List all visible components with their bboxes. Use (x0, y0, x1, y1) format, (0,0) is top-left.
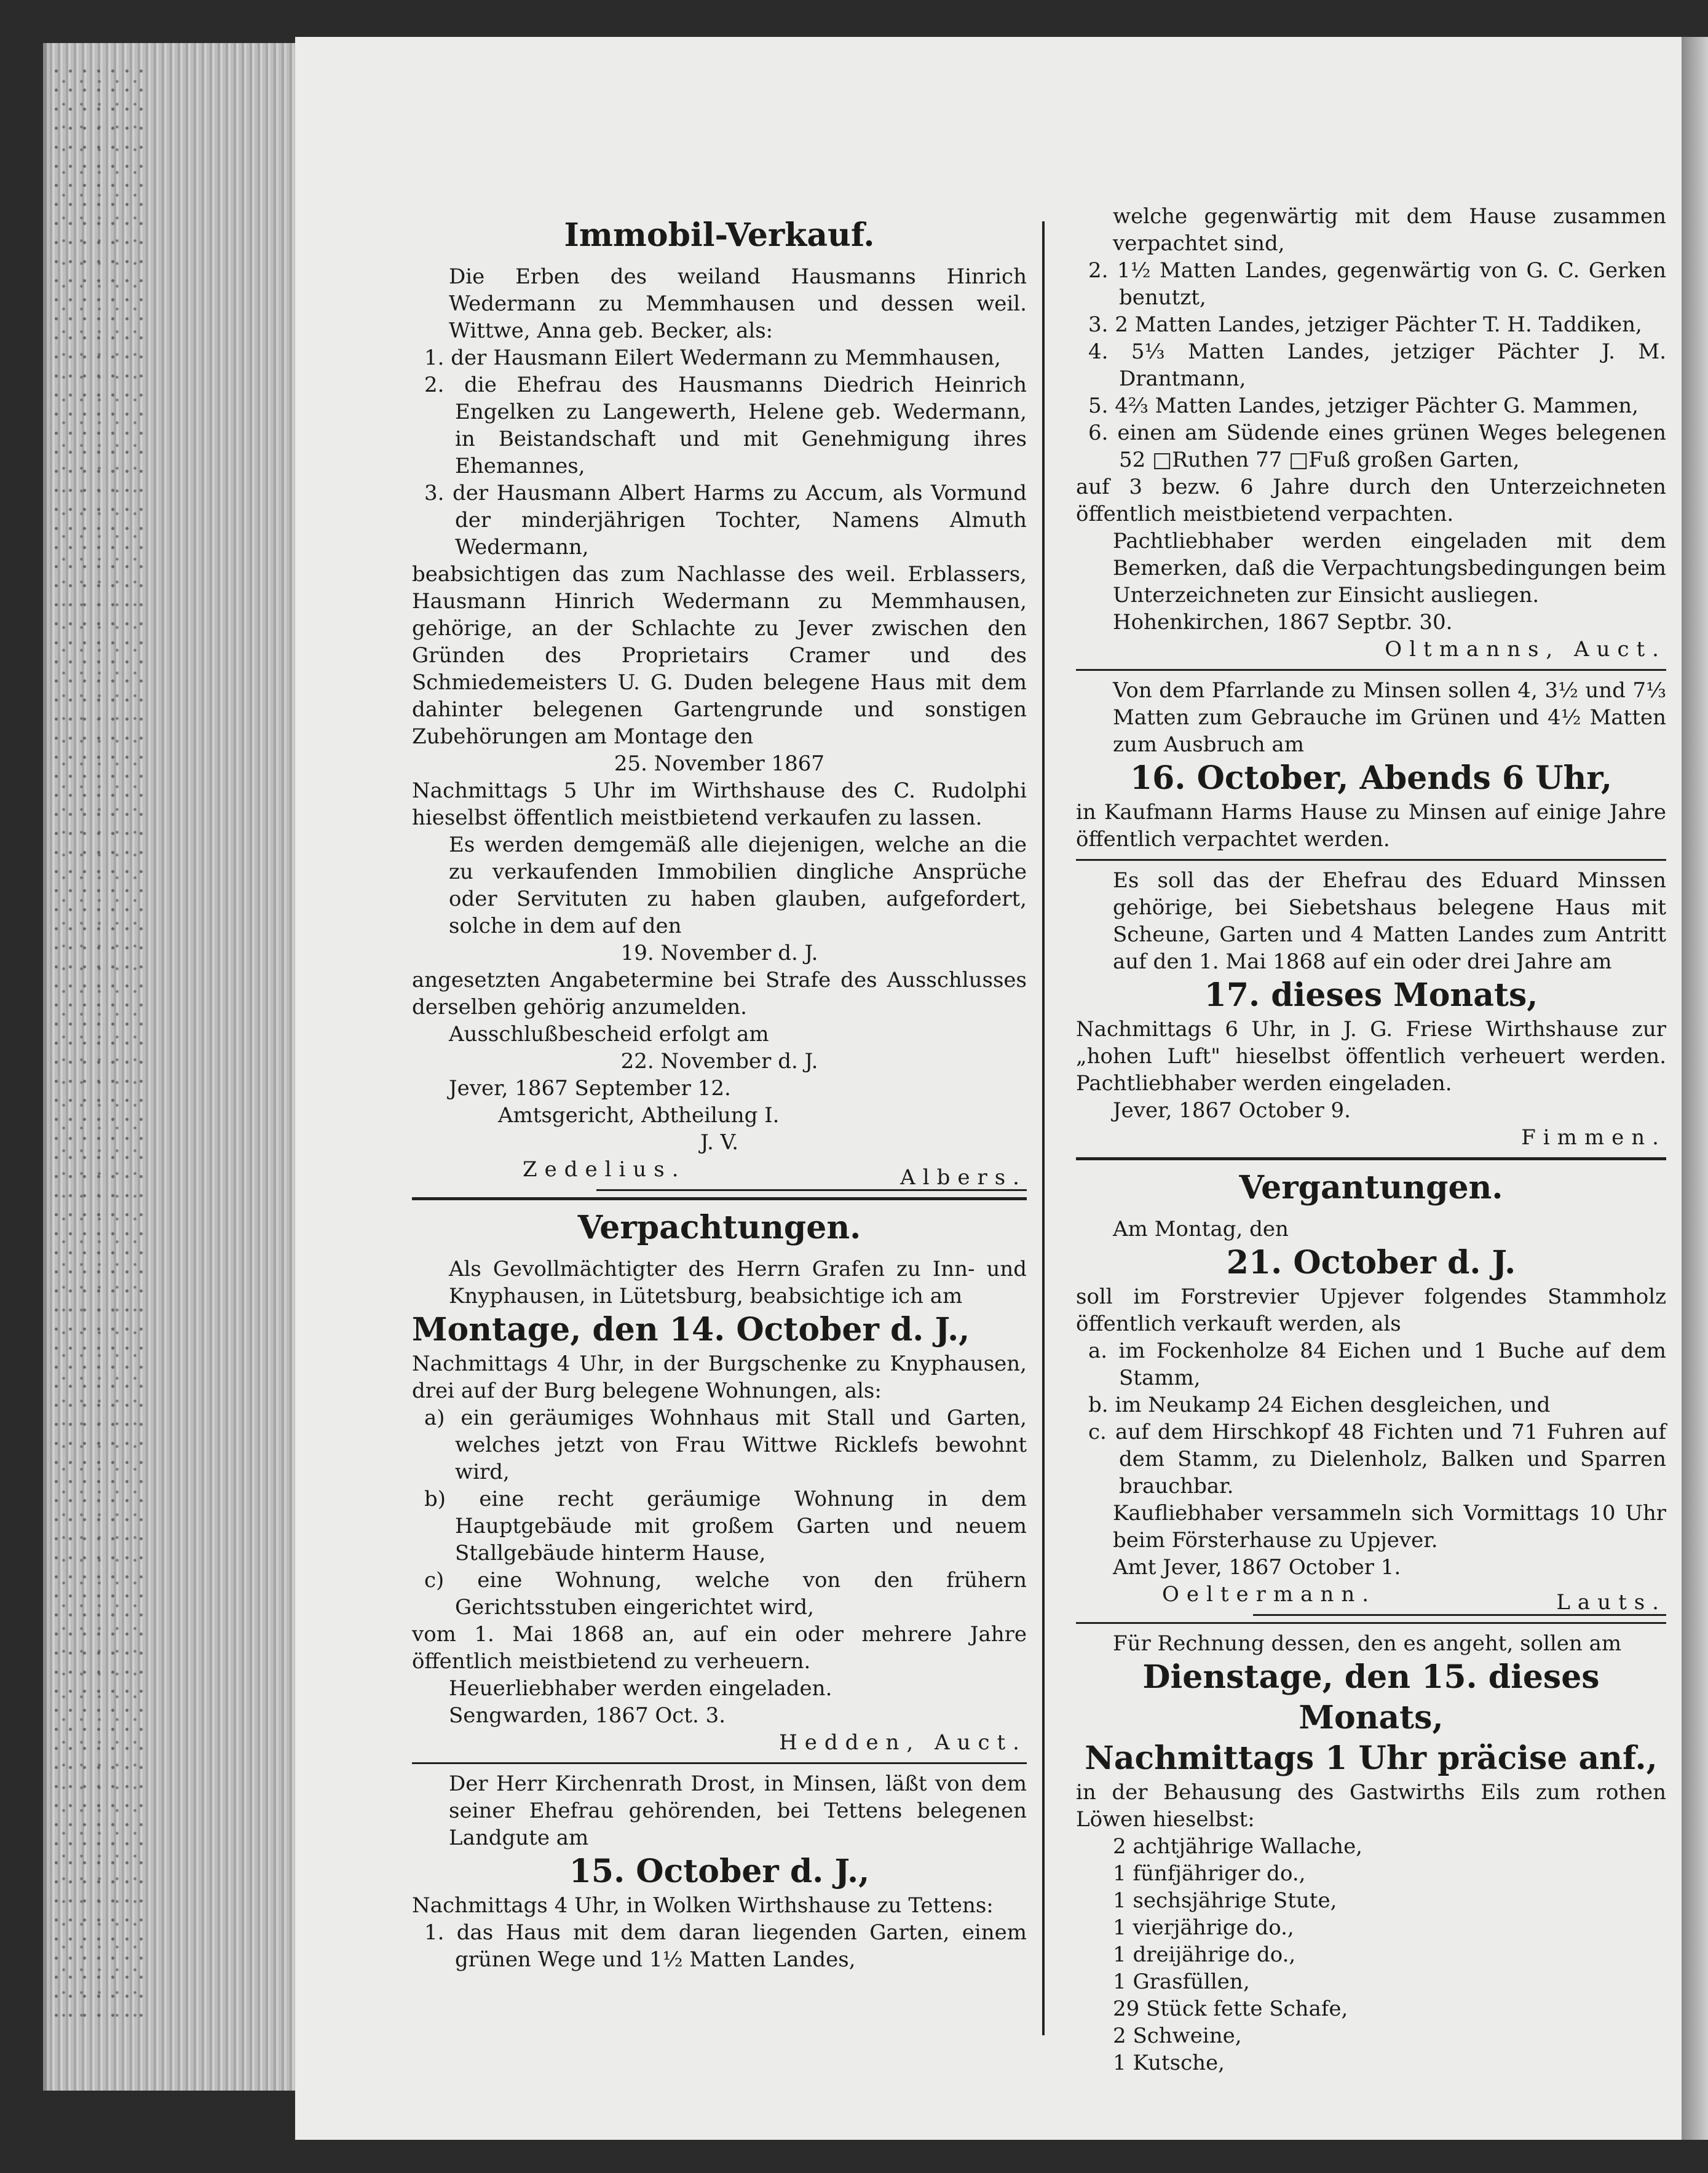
vergantungen-heading: Vergantungen. (1239, 1169, 1503, 1206)
pfarrland-intro: Von dem Pfarrlande zu Minsen sollen 4, 3½ und 7⅓ Matten zum Gebrauche im Grünen und 4½ Matten zum Ausbruch am (1113, 678, 1666, 757)
immobil-item: 3. der Hausmann Albert Harms zu Accum, als Vormund der minderjährigen Tochter, Namens Almuth Wedermann, (424, 481, 1027, 560)
vergantungen-item: b. im Neukamp 24 Eichen desgleichen, und (1088, 1393, 1551, 1417)
divider (1076, 669, 1666, 671)
minssen-intro: Es soll das der Ehefrau des Eduard Minssen gehörige, bei Siebetshaus belegene Haus mit Scheune, Garten und 4 Matten Landes zum Antritt auf den 1. Mai 1868 auf ein oder drei Jahre am (1113, 868, 1666, 974)
speckled-edge (49, 61, 148, 2029)
verpachtungen-date: Montage, den 14. October d. J., (412, 1311, 970, 1348)
drost-item: 4. 5⅓ Matten Landes, jetziger Pächter J. M. Drantmann, (1088, 339, 1666, 391)
immobil-heading: Immobil-Verkauf. (564, 216, 875, 254)
immobil-signature: Albers. (900, 1165, 1027, 1190)
divider (1076, 1157, 1666, 1160)
vergantungen-intro: Am Montag, den (1113, 1217, 1289, 1241)
vergantungen-item: a. im Fockenholze 84 Eichen und 1 Buche auf dem Stamm, (1088, 1339, 1666, 1390)
drost-item: 2. 1½ Matten Landes, gegenwärtig von G. C. Gerken benutzt, (1088, 258, 1666, 310)
immobil-body: Nachmittags 5 Uhr im Wirthshause des C. Rudolphi hieselbst öffentlich meistbietend verkaufen zu lassen. (412, 778, 1027, 830)
drost-item: 3. 2 Matten Landes, jetziger Pächter T. H. Taddiken, (1088, 312, 1642, 337)
minssen-signature: Fimmen. (1521, 1125, 1666, 1150)
immobil-body: angesetzten Angabetermine bei Strafe des Ausschlusses derselben gehörig anzumelden. (412, 968, 1027, 1019)
immobil-court: Amtsgericht, Abtheilung I. (498, 1103, 780, 1128)
immobil-date: 22. November d. J. (620, 1049, 818, 1074)
eils-item: 2 achtjährige Wallache, (1113, 1834, 1362, 1859)
verpachtungen-place-date: Sengwarden, 1867 Oct. 3. (449, 1703, 726, 1728)
vergantungen-item: c. auf dem Hirschkopf 48 Fichten und 71 Fuhren auf dem Stamm, zu Dielenholz, Balken und Sparren brauchbar. (1088, 1420, 1666, 1498)
eils-body: in der Behausung des Gastwirths Eils zum rothen Löwen hieselbst: (1076, 1780, 1666, 1832)
eils-item: 2 Schweine, (1113, 2024, 1242, 2048)
eils-item: 1 dreijährige do., (1113, 1942, 1296, 1967)
drost-item: 1. das Haus mit dem daran liegenden Garten, einem grünen Wege und 1½ Matten Landes, (424, 1920, 1027, 1972)
immobil-intro: Die Erben des weiland Hausmanns Hinrich Wedermann zu Memmhausen und dessen weil. Wittwe, Anna geb. Becker, als: (449, 264, 1027, 343)
divider (1076, 1622, 1666, 1624)
immobil-place-date: Jever, 1867 September 12. (449, 1076, 731, 1101)
divider (412, 1197, 1027, 1200)
immobil-iv: J. V. (700, 1130, 739, 1155)
vergantungen-body: soll im Forstrevier Upjever folgendes Stammholz öffentlich verkauft werden, als (1076, 1284, 1666, 1336)
immobil-body: beabsichtigen das zum Nachlasse des weil. Erblassers, Hausmann Hinrich Wedermann zu Memmhausen, gehörige, an der Schlachte zu Jever zwischen den Gründen des Proprietairs Cramer und des Schmiedemeisters U. G. Duden belegene Haus mit dem dahinter belegenen Gartengrunde und sonstigen Zubehörungen am Montage den (412, 562, 1027, 749)
newspaper-page (295, 37, 1682, 2140)
vergantungen-body: Kaufliebhaber versammeln sich Vormittags 10 Uhr beim Försterhause zu Upjever. (1113, 1501, 1666, 1553)
immobil-body: Es werden demgemäß alle diejenigen, welche an die zu verkaufenden Immobilien dingliche Ansprüche oder Servituten zu haben glauben, aufgefordert, solche in dem auf den (449, 833, 1027, 938)
drost-continuation: welche gegenwärtig mit dem Hause zusammen verpachtet sind, (1113, 204, 1666, 256)
eils-item: 29 Stück fette Schafe, (1113, 1997, 1348, 2021)
eils-item: 1 sechsjährige Stute, (1113, 1888, 1337, 1913)
column-divider (1042, 221, 1045, 2035)
verpachtungen-heading: Verpachtungen. (577, 1209, 861, 1246)
divider (412, 1762, 1027, 1764)
verpachtungen-body: vom 1. Mai 1868 an, auf ein oder mehrere Jahre öffentlich meistbietend zu verheuern. (412, 1622, 1027, 1674)
vergantungen-signature: Oeltermann. (1162, 1582, 1377, 1607)
verpachtungen-item: b) eine recht geräumige Wohnung in dem Hauptgebäude mit großem Garten und neuem Stallgebäude hinterm Hause, (424, 1487, 1027, 1565)
drost-body: Pachtliebhaber werden eingeladen mit dem Bemerken, daß die Verpachtungsbedingungen beim Unterzeichneten zur Einsicht ausliegen. (1113, 529, 1666, 608)
drost-place-date: Hohenkirchen, 1867 Septbr. 30. (1113, 610, 1453, 635)
drost-intro: Der Herr Kirchenrath Drost, in Minsen, läßt von dem seiner Ehefrau gehörenden, bei Tettens belegenen Landgute am (449, 1771, 1027, 1850)
immobil-item: 2. die Ehefrau des Hausmanns Diedrich Heinrich Engelken zu Langewerth, Helene geb. Wedermann, in Beistandschaft und mit Genehmigung ihres Ehemannes, (424, 373, 1027, 478)
eils-date: Dienstage, den 15. dieses Monats, (1142, 1658, 1600, 1736)
verpachtungen-item: c) eine Wohnung, welche von den frühern Gerichtsstuben eingerichtet wird, (424, 1568, 1027, 1620)
vergantungen-signature: Lauts. (1556, 1590, 1666, 1615)
verpachtungen-item: a) ein geräumiges Wohnhaus mit Stall und Garten, welches jetzt von Frau Wittwe Ricklefs bewohnt wird, (424, 1406, 1027, 1484)
eils-item: 1 Grasfüllen, (1113, 1969, 1250, 1994)
eils-item: 1 Kutsche, (1113, 2051, 1225, 2075)
eils-time: Nachmittags 1 Uhr präcise anf., (1085, 1740, 1658, 1777)
immobil-date: 19. November d. J. (620, 941, 818, 965)
drost-body: auf 3 bezw. 6 Jahre durch den Unterzeichneten öffentlich meistbietend verpachten. (1076, 475, 1666, 526)
immobil-date: 25. November 1867 (614, 751, 825, 776)
drost-date: 15. October d. J., (569, 1853, 870, 1890)
verpachtungen-body: Heuerliebhaber werden eingeladen. (449, 1676, 832, 1701)
immobil-item: 1. der Hausmann Eilert Wedermann zu Memmhausen, (424, 346, 1001, 370)
divider (1076, 859, 1666, 861)
verpachtungen-intro: Als Gevollmächtigter des Herrn Grafen zu Inn- und Knyphausen, in Lütetsburg, beabsichtige ich am (449, 1257, 1027, 1308)
left-column (412, 209, 1027, 1973)
vergantungen-date: 21. October d. J. (1226, 1244, 1516, 1281)
drost-signature: Oltmanns, Auct. (1385, 637, 1666, 662)
eils-item: 1 vierjährige do., (1113, 1915, 1294, 1940)
vergantungen-place-date: Amt Jever, 1867 October 1. (1113, 1555, 1401, 1580)
next-page-edge (1682, 37, 1708, 2140)
immobil-signature: Zedelius. (523, 1157, 686, 1182)
right-column (1076, 203, 1666, 2076)
eils-item: 1 fünfjähriger do., (1113, 1861, 1306, 1886)
minssen-place-date: Jever, 1867 October 9. (1113, 1098, 1351, 1123)
pfarrland-date: 16. October, Abends 6 Uhr, (1130, 759, 1612, 797)
verpachtungen-body: Nachmittags 4 Uhr, in der Burgschenke zu Knyphausen, drei auf der Burg belegene Wohnungen, als: (412, 1352, 1027, 1403)
minssen-date: 17. dieses Monats, (1204, 976, 1538, 1014)
minssen-body: Nachmittags 6 Uhr, in J. G. Friese Wirthshause zur „hohen Luft" hieselbst öffentlich verheuert werden. Pachtliebhaber werden eingeladen. (1076, 1017, 1666, 1096)
eils-intro: Für Rechnung dessen, den es angeht, sollen am (1113, 1631, 1622, 1656)
drost-item: 5. 4⅔ Matten Landes, jetziger Pächter G. Mammen, (1088, 394, 1639, 418)
immobil-body: Ausschlußbescheid erfolgt am (449, 1022, 769, 1047)
verpachtungen-signature: Hedden, Auct. (779, 1730, 1027, 1755)
drost-body: Nachmittags 4 Uhr, in Wolken Wirthshause zu Tettens: (412, 1893, 994, 1918)
drost-item: 6. einen am Südende eines grünen Weges belegenen 52 □Ruthen 77 □Fuß großen Garten, (1088, 421, 1666, 472)
pfarrland-body: in Kaufmann Harms Hause zu Minsen auf einige Jahre öffentlich verpachtet werden. (1076, 800, 1666, 852)
